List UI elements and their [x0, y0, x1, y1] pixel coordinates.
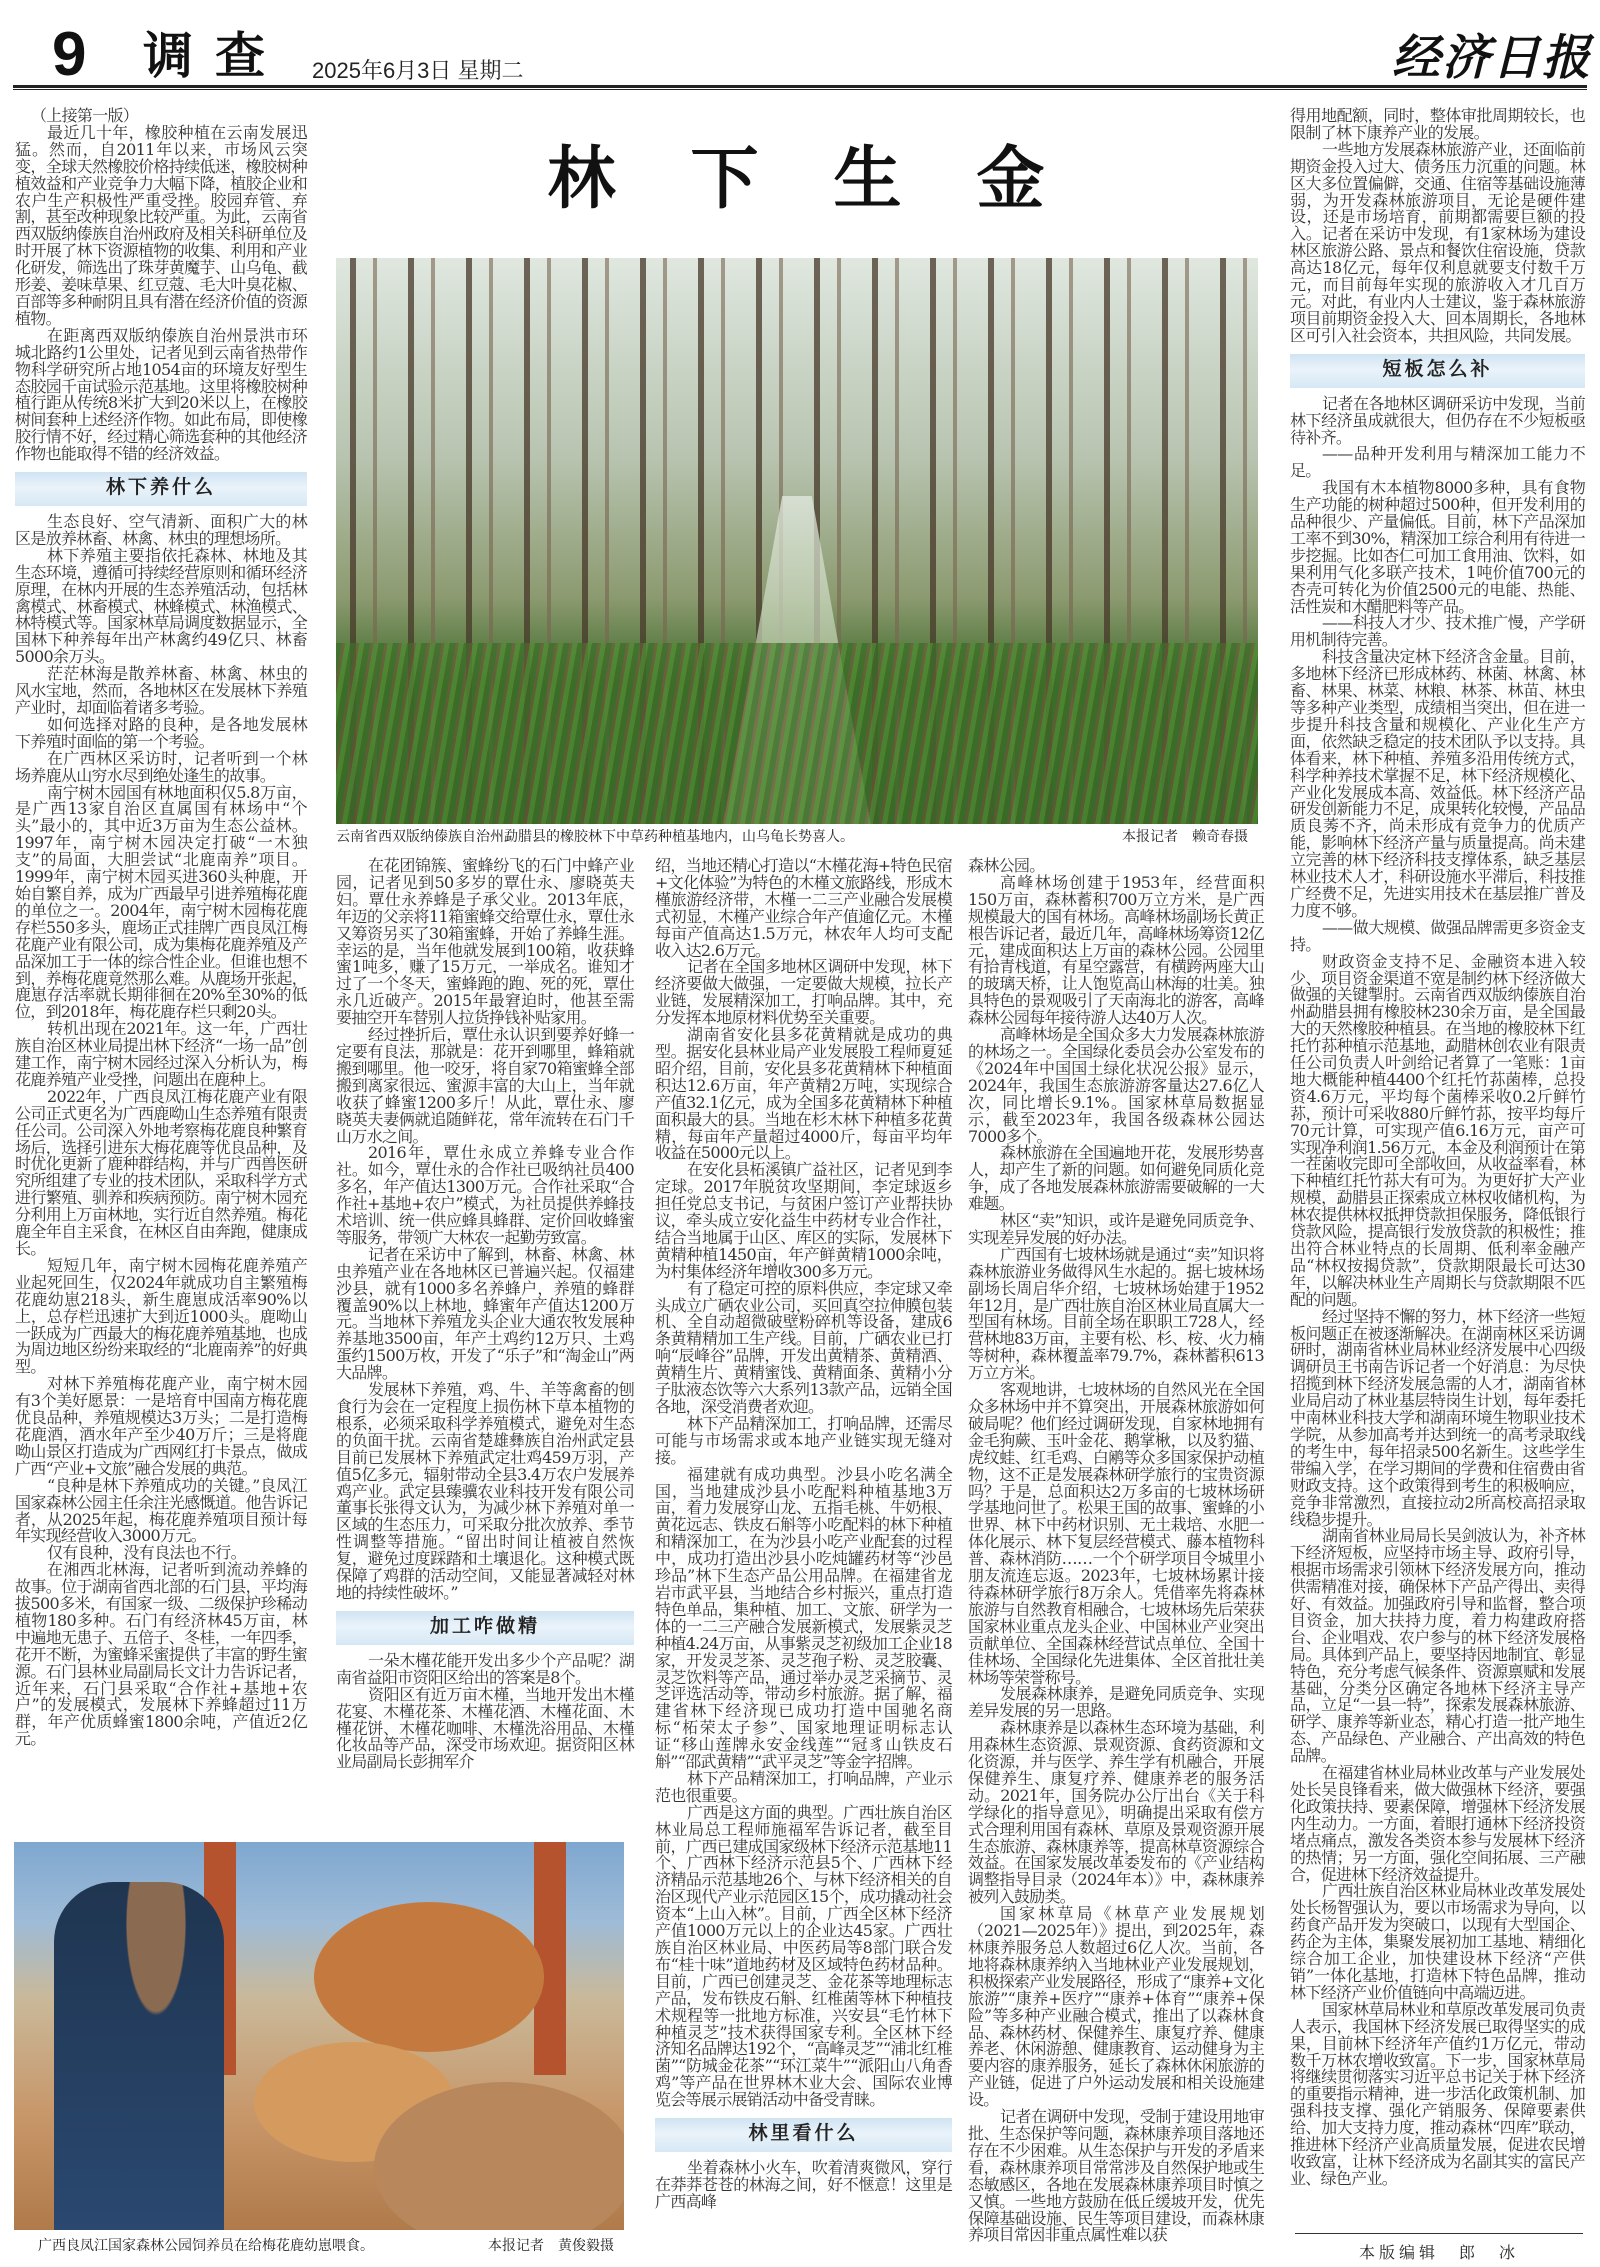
article-paragraph: 生态良好、空气清新、面积广大的林区是放养林畜、林禽、林虫的理想场所。 — [15, 512, 307, 548]
article-paragraph: ——科技人才少、技术推广慢，产学研用机制待完善。 — [1290, 613, 1585, 650]
article-paragraph: 记者在采访中了解到，林畜、林禽、林虫养殖产业在各地林区已普遍兴起。仅福建沙县，就有1000多名养蜂户，养殖的蜂群覆盖90%以上林地，蜂蜜年产值达1200万元。当地林下养殖龙头企业大通农牧发展种养基地3500亩，年产土鸡约12万只、土鸡蛋约1500万枚，开发了“乐子”和“淘金山”两大品牌。 — [336, 1244, 634, 1383]
article-paragraph: 在福建省林业局林业改革与产业发展处处长吴良锋看来，做大做强林下经济，要强化政策扶持、要素保障，增强林下经济发展内生动力。一方面，着眼打通林下经济投资堵点痛点，激发各类资本参与发展林下经济的热情；另一方面，强化空间拓展、三产融合，促进林下经济效益提升。 — [1290, 1763, 1585, 1884]
article-paragraph: 短短几年，南宁树木园梅花鹿养殖产业起死回生，仅2024年就成功自主繁殖梅花鹿幼崽218头，新生鹿崽成活率90%以上，总存栏迅速扩大到近1000头。鹿呦山一跃成为广西最大的梅花鹿养殖基地，也成为周边地区纷纷来取经的“北鹿南养”的好典型。 — [15, 1255, 307, 1377]
deer-photo-caption — [14, 2237, 624, 2255]
article-paragraph: 有了稳定可控的原料供应，李定球又牵头成立广硒农业公司，买回真空拉伸膜包装机、全自动超微破壁粉碎机等设备，建成6条黄精精加工生产线。目前，广硒农业已打响“辰峰谷”品牌，开发出黄精茶、黄精酒、黄精生片、黄精蜜饯、黄精面条、黄精小分子肽液态饮等六大系列13款产品，远销全国各地，深受消费者欢迎。 — [655, 1278, 952, 1416]
header-divider — [13, 85, 1587, 90]
article-paragraph: 得用地配额，同时，整体审批周期较长，也限制了林下康养产业的发展。 — [1290, 106, 1585, 142]
article-paragraph: 发展林下养殖，鸡、牛、羊等禽畜的刨食行为会在一定程度上损伤林下草本植物的根系，必须采取科学养殖模式，避免对生态的负面干扰。云南省楚雄彝族自治州武定县目前已发展林下养殖武定壮鸡459万羽，产值5亿多元，辐射带动全县3.4万农户发展养鸡产业。武定县臻骥农业科技开发有限公司董事长张得文认为，为减少林下养殖对单一区域的生态压力，可采取分批次放养、季节性调整等措施。“留出时间让植被自然恢复，避免过度踩踏和土壤退化。这种模式既保障了鸡群的活动空间，又能显著减轻对林地的持续性破坏。” — [336, 1380, 634, 1602]
photo-credit: 本报记者 赖奇春摄 — [1122, 829, 1248, 845]
article-paragraph: 经过挫折后，覃仕永认识到要养好蜂一定要有良法，那就是：花开到哪里，蜂箱就搬到哪里。他一咬牙，将自家70箱蜜蜂全部搬到离家很远、蜜源丰富的大山上，当年就收获了蜂蜜1200多斤！从此，覃仕永、廖晓英夫妻俩就追随鲜花，常年流转在石门千山万水之间。 — [336, 1025, 634, 1146]
caption-text: 云南省西双版纳傣族自治州勐腊县的橡胶林下中草药种植基地内，山乌龟长势喜人。 — [336, 829, 854, 845]
article-paragraph: 记者在调研中发现，受制于建设用地审批、生态保护等问题，森林康养项目落地还存在不少困难。从生态保护与开发的矛盾来看，森林康养项目常常涉及自然保护地或生态敏感区，各地在发展森林康养项目时慎之又慎。一些地方鼓励在低丘缓坡开发，优先保障基础设施、民生等项目建设，而森林康养项目常因非重点属性难以获 — [968, 2107, 1264, 2245]
page-title: 林下生金 — [547, 140, 1120, 219]
forest-photo-caption — [336, 828, 1258, 846]
masthead-logo: 经济日报 — [1392, 30, 1593, 86]
article-paragraph: 森林康养是以森林生态环境为基础，利用森林生态资源、景观资源、食药资源和文化资源，并与医学、养生学有机融合，开展保健养生、康复疗养、健康养老的服务活动。2021年，国务院办公厅出台《关于科学绿化的指导意见》，明确提出采取有偿方式合理利用国有森林、草原及景观资源开展生态旅游、森林康养等，提高林草资源综合效益。在国家发展改革委发布的《产业结构调整指导目录（2024年本）》中，森林康养被列入鼓励类。 — [968, 1718, 1264, 1907]
article-column-2 — [336, 858, 634, 1771]
article-paragraph: 林下养殖主要指依托森林、林地及其生态环境，遵循可持续经营原则和循环经济原理，在林内开展的生态养殖活动，包括林禽模式、林畜模式、林蜂模式、林渔模式、林特模式等。国家林草局调度数据显示，全国林下种养每年出产林禽约49亿只、林畜5000余万头。 — [15, 545, 307, 667]
editor-divider — [1295, 2233, 1583, 2234]
article-paragraph: 国家林草局林业和草原改革发展司负责人表示，我国林下经济发展已取得坚实的成果，目前林下经济年产值约1万亿元，带动数千万林农增收致富。下一步，国家林草局将继续贯彻落实习近平总书记关于林下经济的重要指示精神，进一步活化政策机制、加强科技支撑、强化产销服务、保障要素供给、加大支持力度，推动森林“四库”联动，推进林下经济产业高质量发展，促进农民增收致富，让林下经济成为名副其实的富民产业、绿色产业。 — [1290, 1999, 1585, 2188]
article-paragraph: 资阳区有近万亩木槿，当地开发出木槿花宴、木槿花茶、木槿花酒、木槿花面、木槿花饼、木槿花咖啡、木槿洗浴用品、木槿化妆品等产品，深受市场欢迎。据资阳区林业局副局长彭拥军介 — [336, 1684, 634, 1772]
article-paragraph: 对林下养殖梅花鹿产业，南宁树木园有3个美好愿景：一是培育中国南方梅花鹿优良品种，养殖规模达3万头；二是打造梅花鹿酒，酒水年产至少40万斤；三是将鹿呦山景区打造成为广西网红打卡景点，做成广西“产业+文旅”融合发展的典范。 — [15, 1374, 307, 1478]
article-paragraph: 国家林草局《林草产业发展规划（2021—2025年）》提出，到2025年，森林康养服务总人数超过6亿人次。当前，各地将森林康养纳入当地林业产业发展规划，积极探索产业发展路径，形成了“康养+文化旅游”“康养+医疗”“康养+体育”“康养+保险”等多种产业融合模式，推出了以森林食品、森林药材、保健养生、康复疗养、健康养老、休闲游憩、健康教育、运动健身为主要内容的康养服务，延长了森林休闲旅游的产业链，促进了户外运动发展和相关设施建设。 — [968, 1904, 1264, 2110]
article-paragraph: 我国有木本植物8000多种，具有食物生产功能的树种超过500种，但开发利用的品种很少、产量偏低。目前，林下产品深加工率不到30%，精深加工综合利用有待进一步挖掘。比如杏仁可加工食用油、饮料，如果利用气化多联产技术，1吨价值700元的杏壳可转化为价值2500元的电能、热能、活性炭和木醋肥料等产品。 — [1290, 478, 1585, 616]
deer-feeding-photo — [14, 1842, 624, 2230]
section-heading: 短板怎么补 — [1290, 354, 1585, 388]
article-paragraph: “良种是林下养殖成功的关键。”良凤江国家森林公园主任余注光感慨道。他告诉记者，从2025年起，梅花鹿养殖项目预计每年实现经营收入3000万元。 — [15, 1475, 307, 1546]
section-heading: 林里看什么 — [655, 2118, 952, 2152]
article-paragraph: 高峰林场是全国众多大力发展森林旅游的林场之一。全国绿化委员会办公室发布的《2024年中国国土绿化状况公报》显示，2024年，我国生态旅游游客量达27.6亿人次，同比增长9.1%。国家林草局数据显示，截至2023年，我国各级森林公园达7000多个。 — [968, 1025, 1264, 1146]
article-paragraph: 广西是这方面的典型。广西壮族自治区林业局总工程师施福军告诉记者，截至目前，广西已建成国家级林下经济示范基地11个、广西林下经济示范县5个、广西林下经济精品示范基地26个、与林下经济相关的自治区现代产业示范园区15个，成功撬动社会资本“上山入林”。目前，广西全区林下经济产值1000万元以上的企业达45家。广西壮族自治区林业局、中医药局等8部门联合发布“桂十味”道地药材及区域特色药材品种。目前，广西已创建灵芝、金花茶等地理标志产品，发布铁皮石斛、红椎菌等林下种植技术规程等一批地方标准，兴安县“毛竹林下种植灵芝”技术获得国家专利。全区林下经济知名品牌达192个，“高峰灵芝”“浦北红椎菌”“防城金花茶”“环江菜牛”“派阳山八角香鸡”等产品在世界林木业大会、国际农业博览会等展示展销活动中备受青睐。 — [655, 1802, 952, 2110]
photo-credit: 本报记者 黄俊毅摄 — [488, 2238, 614, 2254]
article-paragraph: 高峰林场创建于1953年，经营面积150万亩，森林蓄积700万立方米，是广西规模最大的国有林场。高峰林场副场长黄正根告诉记者，最近几年，高峰林场筹资12亿元，建成面积达上万亩的森林公园。公园里有拾青栈道，有星空露营，有横跨两座大山的玻璃天桥，让人饱览高山林海的壮美。独具特色的景观吸引了天南海北的游客，高峰森林公园每年接待游人达40万人次。 — [968, 872, 1264, 1028]
article-paragraph: ——品种开发利用与精深加工能力不足。 — [1290, 444, 1585, 481]
article-paragraph: 林区“卖”知识，或许是避免同质竞争、实现差异发展的好办法。 — [968, 1211, 1264, 1247]
forest-undergrowth — [336, 643, 1258, 824]
article-paragraph: 转机出现在2021年。这一年，广西壮族自治区林业局提出林下经济“一场一品”创建工作，南宁树木园经过深入分析认为，梅花鹿养殖产业受挫，问题出在鹿种上。 — [15, 1019, 307, 1089]
article-paragraph: 一些地方发展森林旅游产业，还面临前期资金投入过大、债务压力沉重的问题。林区大多位置偏僻，交通、住宿等基础设施薄弱，为开发森林旅游项目，无论是硬件建设，还是市场培育，前期都需要巨额的投入。记者在采访中发现，有1家林场为建设林区旅游公路、景点和餐饮住宿设施，贷款高达18亿元，每年仅利息就要支付数千万元，而目前每年实现的旅游收入才几百万元。对此，有业内人士建议，鉴于森林旅游项目前期资金投入大、回本周期长，各地林区可引入社会资本，共担风险，共同发展。 — [1290, 139, 1585, 345]
article-paragraph: 仅有良种，没有良法也不行。 — [47, 1543, 246, 1563]
article-paragraph: 广西国有七坡林场就是通过“卖”知识将森林旅游业务做得风生水起的。据七坡林场副场长周启华介绍，七坡林场始建于1952年12月，是广西壮族自治区林业局直属大一型国有林场。目前全场在职职工728人，经营林地83万亩，主要有松、杉、桉、火力楠等树种，森林覆盖率79.7%，森林蓄积613万立方米。 — [968, 1244, 1264, 1383]
caption-text: 广西良凤江国家森林公园饲养员在给梅花鹿幼崽喂食。 — [38, 2238, 374, 2254]
article-paragraph: 2022年，广西良凤江梅花鹿产业有限公司正式更名为广西鹿呦山生态养殖有限责任公司。公司深入外地考察梅花鹿良种繁育场后，选择引进东大梅花鹿等优良品种，及时优化更新了鹿种群结构，并与广西兽医研究所组建了专业的技术团队，采取科学方式进行繁殖、驯养和疾病预防。南宁树木园充分利用上万亩林地，实行近自然养殖。梅花鹿全年自主采食，在林区自由奔跑，健康成长。 — [15, 1086, 307, 1258]
article-paragraph: 湖南省安化县多花黄精就是成功的典型。据安化县林业局产业发展股工程师夏延昭介绍，目前，安化县多花黄精林下种植面积达12.6万亩，年产黄精2万吨，实现综合产值32.1亿元，成为全国多花黄精林下种植面积最大的县。当地在杉木林下种植多花黄精，每亩年产量超过4000斤，每亩平均年收益在5000元以上。 — [655, 1025, 952, 1163]
article-paragraph: （上接第一版） — [31, 106, 139, 125]
editor-credit: 本版编辑 郎 冰 — [1358, 2243, 1519, 2262]
article-paragraph: 坐着森林小火车，吹着清爽微风，穿行在莽莽苍苍的林海之间，好不惬意！这里是广西高峰 — [655, 2158, 952, 2211]
section-heading: 林下养什么 — [15, 472, 307, 506]
article-paragraph: 绍，当地还精心打造以“木槿花海+特色民宿+文化体验”为特色的木槿文旅路线，形成木槿旅游经济带，木槿一二三产业融合发展模式初显，木槿产业综合年产值逾亿元。木槿每亩产值高达1.5万元，林农年人均可支配收入达2.6万元。 — [655, 856, 952, 960]
article-paragraph: ——做大规模、做强品牌需更多资金支持。 — [1290, 917, 1585, 954]
article-paragraph: 发展森林康养，是避免同质竞争、实现差异发展的另一思路。 — [968, 1684, 1264, 1721]
article-paragraph: 客观地讲，七坡林场的自然风光在全国众多林场中并不算突出，开展森林旅游如何破局呢？他们经过调研发现，自家林地拥有金毛狗蕨、玉叶金花、鹅掌楸，以及豹猫、虎纹蛙、红毛鸡、白鹇等众多国家保护动植物，这不正是发展森林研学旅行的宝贵资源吗？于是，总面积达2万多亩的七坡林场研学基地问世了。松果王国的故事、蜜蜂的小世界、林下中药材识别、无土栽培、水肥一体化展示、林下复层经营模式、藤本植物科普、森林消防……一个个研学项目令城里小朋友流连忘返。2023年，七坡林场累计接待森林研学旅行8万余人。凭借率先将森林旅游与自然教育相融合，七坡林场先后荣获国家林业重点龙头企业、中国林业产业突出贡献单位、全国森林经营试点单位、全国十佳林场、全国绿化先进集体、全区首批壮美林场等荣誉称号。 — [968, 1380, 1264, 1687]
page-number: 9 — [52, 20, 87, 89]
issue-date: 2025年6月3日 星期二 — [312, 58, 524, 83]
forest-photo — [336, 258, 1258, 824]
article-paragraph: 最近几十年，橡胶种植在云南发展迅猛。然而，自2011年以来，市场风云突变，全球天然橡胶价格持续低迷，橡胶树种植效益和产业竞争力大幅下降，植胶企业和农户生产积极性严重受挫。胶园弃管、弃割，甚至改种现象比较严重。为此，云南省西双版纳傣族自治州政府及相关科研单位及时开展了林下资源植物的收集、利用和产业化研发，筛选出了珠芽黄魔芋、山乌龟、截形姜、姜味草果、红豆蔻、毛大叶臭花椒、百部等多种耐阴且具有潜在经济价值的资源植物。 — [15, 122, 307, 328]
article-paragraph: 在花团锦簇、蜜蜂纷飞的石门中蜂产业园，记者见到50多岁的覃仕永、廖晓英夫妇。覃仕永养蜂是子承父业。2013年底，年迈的父亲将11箱蜜蜂交给覃仕永，覃仕永又筹资另买了30箱蜜蜂，开始了养蜂生涯。幸运的是，当年他就发展到100箱，收获蜂蜜1吨多，赚了15万元，一举成名。谁知才过了一个冬天，蜜蜂跑的跑、死的死，覃仕永几近破产。2015年最窘迫时，他甚至需要抽空开车替别人拉货挣钱补贴家用。 — [336, 856, 634, 1028]
article-paragraph: 记者在全国多地林区调研中发现，林下经济要做大做强，一定要做大规模，拉长产业链，发展精深加工，打响品牌。其中，充分发挥本地原材料优势至关重要。 — [655, 957, 952, 1028]
article-paragraph: 广西壮族自治区林业局林业改革发展处处长杨智强认为，要以市场需求为导向，以药食产品开发为突破口，以现有大型国企、药企为主体，集聚发展初加工基地、精细化综合加工企业，加快建设林下经济“产供销”一体化基地，打造林下特色品牌，推动林下经济产业价值链向中高端迈进。 — [1290, 1881, 1585, 2002]
article-paragraph: 2016年，覃仕永成立养蜂专业合作社。如今，覃仕永的合作社已吸纳社员400多名，年产值达1300万元。合作社采取“合作社+基地+农户”模式，为社员提供养蜂技术培训、统一供应蜂具蜂群、定价回收蜂蜜等服务，带领广大林农一起勤劳致富。 — [336, 1143, 634, 1247]
article-paragraph: 湖南省林业局局长吴剑波认为，补齐林下经济短板，应坚持市场主导、政府引导，根据市场需求引领林下经济发展方向，推动供需精准对接，确保林下产品产得出、卖得好、有效益。加强政府引导和监督，整合项目资金，加大扶持力度，着力构建政府搭台、企业唱戏、农户参与的林下经济发展格局。具体到产品上，要坚持因地制宜、彰显特色，充分考虑气候条件、资源禀赋和发展基础，分类分区确定各地林下经济主导产品，立足“一县一特”，探索发展森林旅游、研学、康养等新业态，精心打造一批产地生态、产品绿色、产业融合、产出高效的特色品牌。 — [1290, 1526, 1585, 1766]
article-paragraph: 在安化县柘溪镇广益社区，记者见到李定球。2017年脱贫攻坚期间，李定球返乡担任党总支书记，与贫困户签订产业帮扶协议，牵头成立安化益生中药材专业合作社，结合当地属于山区、库区的实际，发展林下黄精种植1450亩，年产鲜黄精1000余吨，为村集体经济年增收300多万元。 — [655, 1160, 952, 1281]
article-paragraph: 经过坚持不懈的努力，林下经济一些短板问题正在被逐渐解决。在湖南林区采访调研时，湖南省林业局林业经济发展中心四级调研员王书南告诉记者一个好消息：为尽快招揽到林下经济发展急需的人才，湖南省林业局启动了林业基层特岗生计划，每年委托中南林业科技大学和湖南环境生物职业技术学院，从参加高考并达到统一的高考录取线的考生中，每年招录500名新生。这些学生带编入学，在学习期间的学费和住宿费由省财政支持。这个政策得到考生的积极响应，竞争非常激烈，直接拉动2所高校高招录取线稳步提升。 — [1290, 1306, 1585, 1529]
article-paragraph: 在广西林区采访时，记者听到一个林场养鹿从山穷水尽到绝处逢生的故事。 — [15, 748, 307, 785]
article-paragraph: 茫茫林海是散养林畜、林禽、林虫的风水宝地，然而，各地林区在发展林下养殖产业时，却面临着诸多考验。 — [15, 664, 307, 717]
section-name: 调查 — [143, 26, 287, 85]
article-paragraph: 林下产品精深加工，打响品牌，还需尽可能与市场需求或本地产业链实现无缝对接。 — [655, 1413, 952, 1467]
article-paragraph: 在距离西双版纳傣族自治州景洪市环城北路约1公里处，记者见到云南省热带作物科学研究所占地1054亩的环境友好型生态胶园千亩试验示范基地。这里将橡胶树种植行距从传统8米扩大到20米以上，在橡胶树间套种上述经济作物。如此布局，即使橡胶行情不好，经过精心筛选套种的其他经济作物也能取得不错的经济效益。 — [15, 325, 307, 464]
section-heading: 加工咋做精 — [336, 1611, 634, 1645]
article-paragraph: 福建就有成功典型。沙县小吃名满全国，当地建成沙县小吃配料种植基地3万亩，着力发展穿山龙、五指毛桃、牛奶根、黄花远志、铁皮石斛等小吃配料的林下种植和精深加工，在为沙县小吃产业配套的过程中，成功打造出沙县小吃炖罐药材等“沙邑珍品”林下生态产品公用品牌。在福建省龙岩市武平县，当地结合乡村振兴，重点打造特色单品，集种植、加工、文旅、研学为一体的一二三产融合发展新模式，发展紫灵芝种植4.24万亩，从事紫灵芝初级加工企业18家，开发灵芝茶、灵芝孢子粉、灵芝胶囊、灵芝饮料等产品，通过举办灵芝采摘节、灵芝评选活动等，带动乡村旅游。据了解，福建省林下经济现已成功打造中国驰名商标“柘荣太子参”、国家地理证明标志认证“移山莲牌永安金线莲”“冠豸山铁皮石斛”“邵武黄精”“武平灵芝”等金字招牌。 — [655, 1464, 952, 1772]
article-paragraph: 南宁树木园国有林地面积仅5.8万亩，是广西13家自治区直属国有林场中“个头”最小的，其中近3万亩为生态公益林。1997年，南宁树木园决定打破“一木独支”的局面，大胆尝试“北鹿南养”项目。1999年，南宁树木园买进360头种鹿，开始自繁自养，成为广西最早引进养殖梅花鹿的单位之一。2004年，南宁树木园梅花鹿存栏550多头，鹿场正式挂牌广西良凤江梅花鹿产业有限公司，成为集梅花鹿养殖及产品深加工于一体的综合性企业。但谁也想不到，养梅花鹿竟然那么难。从鹿场开张起，鹿崽存活率就长期徘徊在20%至30%的低位，到2018年，梅花鹿存栏只剩20头。 — [15, 782, 307, 1022]
article-paragraph: 记者在各地林区调研采访中发现，当前林下经济虽成就很大，但仍存在不少短板亟待补齐。 — [1290, 393, 1585, 447]
article-paragraph: 林下产品精深加工，打响品牌，产业示范也很重要。 — [655, 1768, 952, 1805]
article-column-3 — [655, 858, 952, 2211]
article-paragraph: 科技含量决定林下经济含金量。目前，多地林下经济已形成林药、林菌、林禽、林畜、林果、林菜、林粮、林茶、林苗、林虫等多种产业类型，成绩相当突出，但在进一步提升科技含量和规模化、产业化生产方面，依然缺乏稳定的技术团队予以支持。具体看来，林下种植、养殖多沿用传统方式，科学种养技术掌握不足，林下经济规模化、产业化发展成本高、效益低。林下经济产品研发创新能力不足，成果转化较慢，产品品质良莠不齐，尚未形成有竞争力的优质产能，影响林下经济产量与质量提高。尚未建立完善的林下经济科技支撑体系，缺乏基层林业技术人才，科研设施水平滞后，科技推广经费不足，先进实用技术在基层推广普及力度不够。 — [1290, 647, 1585, 920]
article-paragraph: 森林公园。 — [968, 856, 1045, 875]
article-column-1 — [15, 108, 307, 1748]
article-column-4 — [968, 858, 1264, 2244]
keeper-figure — [54, 1882, 224, 2230]
article-paragraph: 如何选择对路的良种，是各地发展林下养殖时面临的第一个考验。 — [15, 714, 307, 751]
article-paragraph: 在湘西北林海，记者听到流动养蜂的故事。位于湖南省西北部的石门县，平均海拔500多米，有国家一级、二级保护珍稀动植物180多种。石门有经济林45万亩，林中遍地无患子、五倍子、冬桂，一年四季，花开不断，为蜜蜂采蜜提供了丰富的野生蜜源。石门县林业局副局长文计力告诉记者，近年来，石门县采取“合作社+基地+农户”的发展模式，发展林下养蜂超过11万群，年产优质蜂蜜1800余吨，产值近2亿元。 — [15, 1560, 307, 1749]
article-paragraph: 一朵木槿花能开发出多少个产品呢？湖南省益阳市资阳区给出的答案是8个。 — [336, 1650, 634, 1687]
deer — [314, 1902, 544, 2052]
article-paragraph: 森林旅游在全国遍地开花，发展形势喜人，却产生了新的问题。如何避免同质化竞争，成了各地发展森林旅游需要破解的一大难题。 — [968, 1143, 1264, 1214]
article-paragraph: 财政资金支持不足、金融资本进入较少、项目资金渠道不宽是制约林下经济做大做强的关键掣肘。云南省西双版纳傣族自治州勐腊县拥有橡胶林230余万亩，是全国最大的天然橡胶种植县。在当地的橡胶林下红托竹荪种植示范基地，勐腊林创农业有限责任公司负责人叶剑给记者算了一笔账：1亩地大概能种植4400个红托竹荪菌棒，总投资4.6万元，平均每个菌棒采收0.2斤鲜竹荪，预计可采收880斤鲜竹荪，按平均每斤70元计算，可实现产值6.16万元，亩产可实现净利润1.56万元，本金及利润预计在第一茬菌收完即可全部收回，从收益率看，林下种植红托竹荪大有可为。为更好扩大产业规模，勐腊县正探索成立林权收储机构，为林农提供林权抵押贷款担保服务，降低银行贷款风险，提高银行发放贷款的积极性；推出符合林业特点的长周期、低利率金融产品“林权按揭贷款”，贷款期限最长可达30年，以解决林业生产周期长与贷款期限不匹配的问题。 — [1290, 951, 1585, 1309]
article-column-5 — [1290, 108, 1585, 2188]
